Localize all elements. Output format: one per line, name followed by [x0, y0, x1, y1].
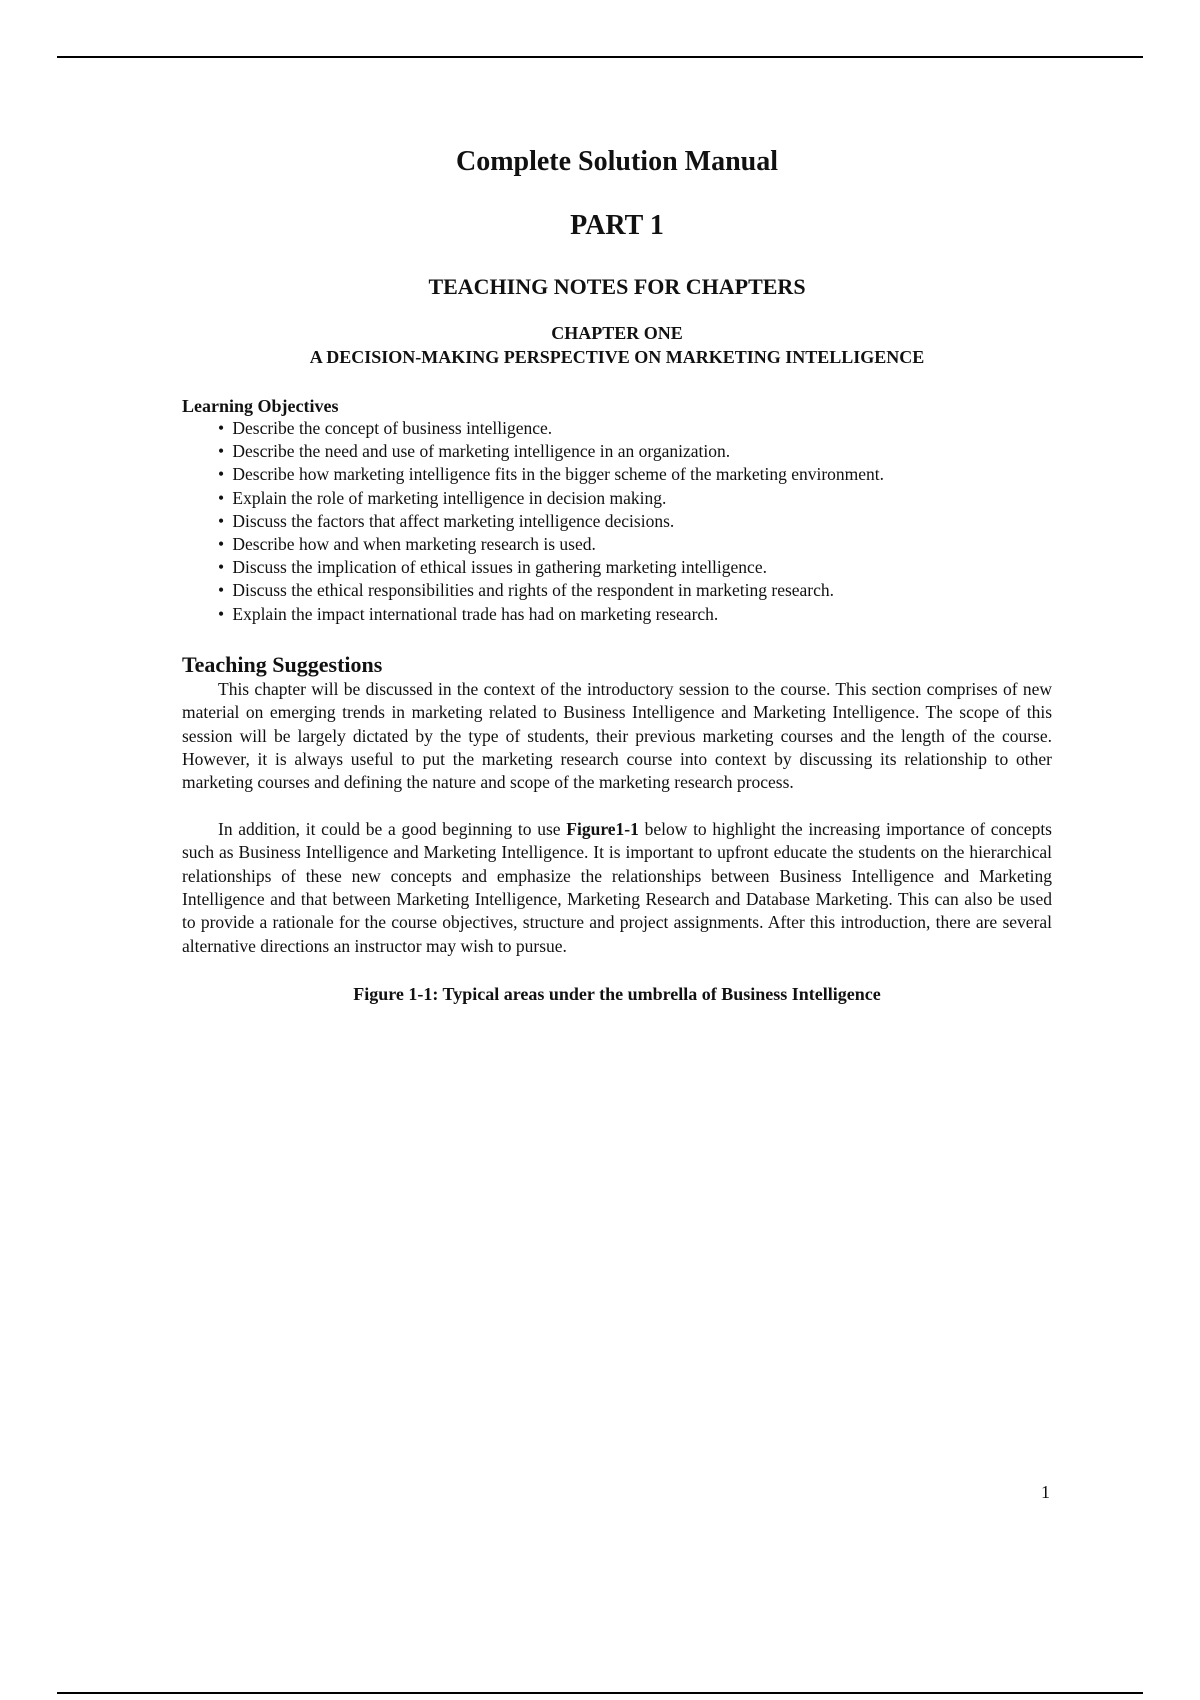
- learning-objectives-heading: Learning Objectives: [182, 396, 339, 416]
- objective-text: Explain the impact international trade has had on marketing research.: [232, 603, 719, 624]
- objective-text: Describe how marketing intelligence fits in the bigger scheme of the marketing environment.: [232, 464, 885, 485]
- top-rule: [57, 56, 1143, 58]
- objective-text: Explain the role of marketing intelligence in decision making.: [232, 487, 667, 508]
- document-title: Complete Solution Manual: [455, 146, 779, 177]
- objective-text: Discuss the factors that affect marketing intelligence decisions.: [232, 510, 675, 531]
- teaching-suggestions-heading: Teaching Suggestions: [182, 651, 383, 677]
- bottom-rule: [57, 1692, 1143, 1694]
- bullet-icon: •: [218, 510, 225, 531]
- list-item: [218, 579, 1052, 602]
- chapter-title: A DECISION-MAKING PERSPECTIVE ON MARKETING INTELLIGENCE: [309, 347, 925, 367]
- list-item: [218, 487, 1052, 510]
- bullet-icon: •: [218, 534, 225, 555]
- list-item: [218, 533, 1052, 556]
- objective-text: Describe the concept of business intelligence.: [232, 418, 553, 438]
- bullet-icon: •: [218, 580, 225, 601]
- page-content: [182, 140, 1052, 1006]
- bullet-icon: •: [218, 418, 225, 438]
- suggestions-paragraph-2: [182, 818, 1052, 958]
- list-item: [218, 417, 1052, 440]
- figure-reference: Figure1-1: [566, 818, 639, 839]
- bullet-icon: •: [218, 603, 225, 624]
- paragraph-text: In addition, it could be a good beginning to use: [218, 818, 567, 839]
- chapter-label: CHAPTER ONE: [551, 323, 683, 343]
- page-number: 1: [1041, 1482, 1050, 1502]
- list-item: [218, 510, 1052, 533]
- list-item: [218, 440, 1052, 463]
- learning-objectives-list: [182, 417, 1052, 626]
- suggestions-paragraph-1: This chapter will be discussed in the context of the introductory session to the course. This section comprises of new material on emerging trends in marketing related to Business Intelligence and Marketing Intelligence. The scope of this session will be largely dictated by the type of students, their previous marketing courses and the length of the course. However, it is always useful to put the marketing research course into context by discussing its relationship to other marketing courses and defining the nature and scope of the marketing research process.: [182, 678, 1052, 793]
- part-title: PART 1: [570, 210, 664, 241]
- bullet-icon: •: [218, 441, 225, 462]
- list-item: [218, 603, 1052, 626]
- objective-text: Discuss the ethical responsibilities and rights of the respondent in marketing research.: [232, 580, 835, 601]
- bullet-icon: •: [218, 487, 225, 508]
- list-item: [218, 556, 1052, 579]
- chapter-heading: [182, 321, 1052, 369]
- section-title: TEACHING NOTES FOR CHAPTERS: [428, 274, 806, 299]
- bullet-icon: •: [218, 464, 225, 485]
- list-item: [218, 463, 1052, 486]
- bullet-icon: •: [218, 557, 225, 578]
- objective-text: Describe how and when marketing research is used.: [232, 534, 596, 555]
- objective-text: Describe the need and use of marketing intelligence in an organization.: [232, 441, 731, 462]
- paragraph-text: below to highlight the increasing importance of concepts such as Business Intelligence and Marketing Intelligence. It is important to upfront educate the students on the hierarchical relationships of these new concepts and emphasize the relationships between Business Intelligence and Marketing Intelligence and that between Marketing Intelligence, Marketing Research and Database Marketing. This can also be used to provide a rationale for the course objectives, structure and project assignments. After this introduction, there are several alternative directions an instructor may wish to pursue.: [182, 818, 1052, 956]
- objective-text: Discuss the implication of ethical issues in gathering marketing intelligence.: [232, 557, 767, 578]
- figure-caption: Figure 1-1: Typical areas under the umbrella of Business Intelligence: [353, 984, 881, 1005]
